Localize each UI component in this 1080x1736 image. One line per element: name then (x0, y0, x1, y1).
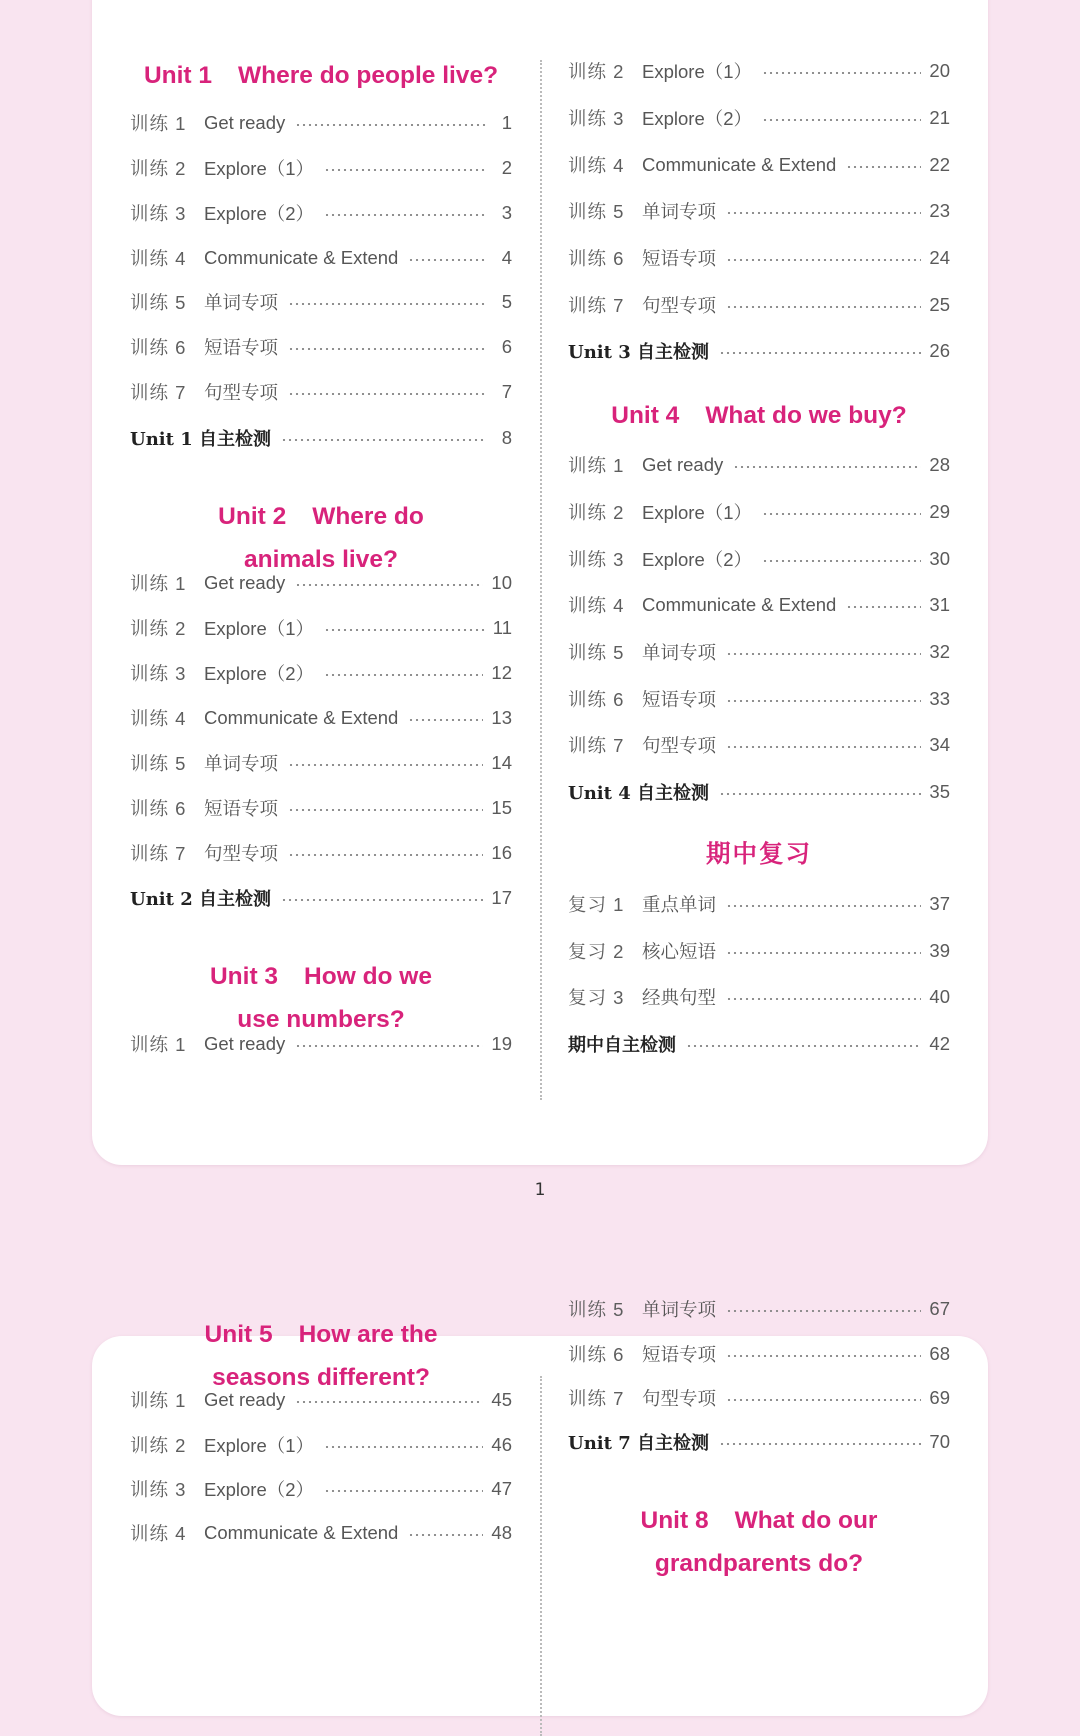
column-divider (540, 60, 542, 1100)
unit-heading-line-1 (144, 62, 498, 89)
page-number-ref: 8 (501, 427, 512, 448)
entry-title: 短语专项 (204, 337, 279, 358)
unit-number: Unit 2 (218, 503, 287, 530)
dot-leader (762, 560, 921, 562)
toc-entry[interactable] (130, 840, 512, 866)
unit-title: Where do people live? (238, 62, 499, 89)
dot-leader (726, 1399, 921, 1401)
page-number-ref: 69 (929, 1387, 950, 1408)
page-number-ref: 14 (491, 752, 512, 773)
dot-leader (288, 809, 483, 811)
entry-label: 训练 6 (568, 689, 625, 710)
page-number-ref: 12 (491, 662, 512, 683)
toc-entry[interactable] (130, 289, 512, 315)
entry-label: 训练 3 (130, 1479, 187, 1500)
dot-leader (288, 348, 486, 350)
section-heading (568, 833, 950, 876)
entry-title: 单词专项 (642, 201, 717, 222)
page-number-ref: 23 (929, 200, 950, 221)
entry-title: Explore（2） (642, 108, 753, 129)
entry-title: Explore（1） (642, 502, 753, 523)
entry-label: 训练 6 (568, 248, 625, 269)
toc-entry[interactable] (568, 1385, 950, 1411)
dot-leader (762, 513, 921, 515)
toc-entry[interactable] (130, 570, 512, 596)
page-number-ref: 46 (491, 1434, 512, 1455)
entry-label: 训练 3 (568, 108, 625, 129)
page-number-ref: 6 (501, 336, 512, 357)
entry-label: 训练 2 (130, 1435, 187, 1456)
unit-title-line-2: seasons different? (212, 1364, 430, 1391)
page-number-ref: 26 (929, 340, 950, 361)
unit-title: How do we (304, 963, 432, 990)
entry-title: 短语专项 (204, 798, 279, 819)
entry-label: 训练 7 (568, 1388, 625, 1409)
toc-entry[interactable] (568, 639, 950, 665)
page-number-ref: 22 (929, 154, 950, 175)
toc-right-column (568, 0, 950, 1165)
dot-leader (733, 466, 921, 468)
toc-entry[interactable] (130, 795, 512, 821)
page-number-ref: 19 (491, 1033, 512, 1054)
page-number-ref: 48 (491, 1522, 512, 1543)
entry-label: 训练 1 (130, 113, 187, 134)
entry-label: 训练 2 (130, 158, 187, 179)
test-entry[interactable] (568, 1429, 950, 1455)
dot-leader (288, 303, 486, 305)
page-number-ref: 24 (929, 247, 950, 268)
dot-leader (726, 952, 921, 954)
entry-title: 句型专项 (204, 843, 279, 864)
page-number-ref: 7 (501, 381, 512, 402)
unit-heading (130, 955, 512, 1041)
unit-title: What do our (734, 1507, 878, 1534)
dot-leader (295, 1045, 483, 1047)
toc-entry[interactable] (130, 155, 512, 181)
dot-leader (295, 1401, 483, 1403)
dot-leader (762, 119, 921, 121)
entry-title: Communicate & Extend (204, 1522, 399, 1543)
entry-title: 句型专项 (642, 1388, 717, 1409)
toc-entry[interactable] (568, 245, 950, 271)
toc-entry[interactable] (130, 334, 512, 360)
dot-leader (726, 746, 921, 748)
unit-title: Where do (312, 503, 424, 530)
dot-leader (762, 72, 921, 74)
entry-label: 训练 7 (130, 843, 187, 864)
test-entry[interactable] (568, 338, 950, 364)
toc-entry[interactable] (130, 1476, 512, 1502)
dot-leader (324, 214, 486, 216)
entry-title: Explore（1） (642, 61, 753, 82)
entry-title: Explore（2） (204, 1479, 315, 1500)
entry-label: 训练 3 (130, 663, 187, 684)
toc-entry[interactable] (130, 1031, 512, 1057)
entry-label: 训练 1 (130, 1034, 187, 1055)
entry-label: 训练 1 (130, 573, 187, 594)
entry-label: 训练 2 (568, 61, 625, 82)
test-entry[interactable] (568, 1031, 950, 1057)
dot-leader (719, 793, 921, 795)
dot-leader (726, 259, 921, 261)
page-number-ref: 1 (501, 112, 512, 133)
toc-entry[interactable] (130, 379, 512, 405)
entry-title: Get ready (642, 454, 724, 475)
dot-leader (324, 674, 483, 676)
entry-label: 复习 1 (568, 894, 625, 915)
page-number-ref: 13 (491, 707, 512, 728)
entry-title: 经典句型 (642, 987, 717, 1008)
dot-leader (324, 1490, 483, 1492)
toc-entry[interactable] (568, 984, 950, 1010)
toc-entry[interactable] (568, 152, 950, 178)
toc-entry[interactable] (568, 58, 950, 84)
entry-title: Get ready (204, 1389, 286, 1410)
page-number-ref: 25 (929, 294, 950, 315)
entry-title: Explore（1） (204, 1435, 315, 1456)
page-number-ref: 40 (929, 986, 950, 1007)
unit-heading (568, 394, 950, 437)
page-number-ref: 15 (491, 797, 512, 818)
toc-left-column (130, 1321, 512, 1716)
entry-label: 训练 7 (130, 382, 187, 403)
toc-right-column (568, 1298, 950, 1716)
dot-leader (686, 1045, 921, 1047)
page-number-ref: 4 (501, 247, 512, 268)
unit-number: Unit 4 (611, 402, 680, 429)
page-number-ref: 70 (929, 1431, 950, 1452)
dot-leader (726, 653, 921, 655)
entry-title: Unit 2 自主检测 (130, 889, 271, 910)
page-number-ref: 21 (929, 107, 950, 128)
page-number-ref: 28 (929, 454, 950, 475)
dot-leader (726, 212, 921, 214)
dot-leader (288, 764, 483, 766)
dot-leader (726, 306, 921, 308)
page-number-ref: 29 (929, 501, 950, 522)
unit-heading-line-1 (706, 841, 812, 868)
unit-heading (130, 495, 512, 581)
page-number-ref: 68 (929, 1343, 950, 1364)
entry-label: 训练 5 (130, 292, 187, 313)
toc-left-column (130, 0, 512, 1165)
entry-label: 训练 5 (568, 201, 625, 222)
unit-number: Unit 3 (209, 963, 279, 990)
entry-title: 单词专项 (204, 753, 279, 774)
unit-heading-line-1 (611, 402, 907, 429)
unit-title: How are the (298, 1321, 438, 1348)
toc-entry[interactable] (568, 546, 950, 572)
entry-title: Unit 7 自主检测 (568, 1433, 709, 1454)
entry-label: 训练 7 (568, 295, 625, 316)
test-entry[interactable] (568, 779, 950, 805)
dot-leader (846, 166, 921, 168)
entry-title: Get ready (204, 112, 286, 133)
dot-leader (408, 259, 486, 261)
dot-leader (288, 393, 486, 395)
entry-title: Unit 1 自主检测 (130, 429, 271, 450)
dot-leader (324, 169, 486, 171)
page-number-ref: 34 (929, 734, 950, 755)
page-number-ref: 45 (491, 1389, 512, 1410)
dot-leader (726, 1310, 921, 1312)
entry-label: 训练 5 (130, 753, 187, 774)
entry-title: 句型专项 (204, 382, 279, 403)
entry-title: 短语专项 (642, 689, 717, 710)
entry-title: Communicate & Extend (204, 707, 399, 728)
entry-label: 训练 3 (130, 203, 187, 224)
entry-title: Explore（2） (204, 203, 315, 224)
entry-title: 短语专项 (642, 248, 717, 269)
entry-label: 训练 2 (568, 502, 625, 523)
toc-entry[interactable] (130, 1520, 512, 1546)
page-number-ref: 10 (491, 572, 512, 593)
dot-leader (846, 606, 921, 608)
toc-entry[interactable] (568, 292, 950, 318)
unit-heading (130, 54, 512, 97)
page-number-ref: 42 (929, 1033, 950, 1054)
unit-heading-line-1 (568, 1499, 950, 1542)
entry-title: 单词专项 (642, 642, 717, 663)
toc-entry[interactable] (130, 660, 512, 686)
toc-entry[interactable] (130, 1432, 512, 1458)
entry-label: 训练 3 (568, 549, 625, 570)
entry-label: 训练 4 (568, 595, 625, 616)
entry-label: 训练 2 (130, 618, 187, 639)
entry-title: Communicate & Extend (642, 594, 837, 615)
dot-leader (281, 439, 486, 441)
entry-title: 期中自主检测 (568, 1035, 676, 1056)
entry-title: 单词专项 (204, 292, 279, 313)
entry-label: 训练 1 (130, 1390, 187, 1411)
page-number-ref: 2 (501, 157, 512, 178)
dot-leader (726, 905, 921, 907)
entry-label: 训练 4 (130, 1523, 187, 1544)
page-number-ref: 67 (929, 1298, 950, 1319)
page-number-ref: 3 (501, 202, 512, 223)
entry-title: 短语专项 (642, 1344, 717, 1365)
toc-entry[interactable] (130, 615, 512, 641)
toc-entry[interactable] (130, 705, 512, 731)
toc-entry[interactable] (568, 891, 950, 917)
toc-entry[interactable] (568, 686, 950, 712)
toc-entry[interactable] (568, 938, 950, 964)
page-number-ref: 30 (929, 548, 950, 569)
dot-leader (295, 124, 486, 126)
toc-entry[interactable] (130, 200, 512, 226)
page-number-ref: 16 (491, 842, 512, 863)
entry-label: 训练 1 (568, 455, 625, 476)
entry-label: 训练 4 (568, 155, 625, 176)
entry-title: 句型专项 (642, 295, 717, 316)
page-number-ref: 17 (491, 887, 512, 908)
dot-leader (726, 700, 921, 702)
toc-entry[interactable] (568, 1341, 950, 1367)
entry-title: Communicate & Extend (204, 247, 399, 268)
entry-title: Explore（2） (642, 549, 753, 570)
unit-number: Unit 8 (640, 1507, 709, 1534)
dot-leader (726, 1355, 921, 1357)
toc-entry[interactable] (130, 110, 512, 136)
dot-leader (288, 854, 483, 856)
dot-leader (408, 1534, 483, 1536)
page-number-ref: 47 (491, 1478, 512, 1499)
unit-heading-line-1 (130, 955, 512, 998)
entry-label: 训练 6 (568, 1344, 625, 1365)
page-number: 1 (534, 1180, 546, 1200)
entry-title: Unit 3 自主检测 (568, 342, 709, 363)
column-divider (540, 1376, 542, 1736)
dot-leader (719, 352, 921, 354)
page-number-ref: 37 (929, 893, 950, 914)
unit-number: Unit 1 (143, 62, 213, 89)
page-number-ref: 31 (929, 594, 950, 615)
entry-title: 核心短语 (642, 941, 717, 962)
entry-title: Explore（2） (204, 663, 315, 684)
toc-entry[interactable] (568, 452, 950, 478)
entry-title: Explore（1） (204, 158, 315, 179)
toc-entry[interactable] (568, 499, 950, 525)
entry-label: 训练 5 (568, 642, 625, 663)
toc-entry[interactable] (130, 1387, 512, 1413)
dot-leader (281, 899, 483, 901)
entry-label: 训练 6 (130, 337, 187, 358)
entry-title: Unit 4 自主检测 (568, 783, 709, 804)
test-entry[interactable] (130, 885, 512, 911)
toc-entry[interactable] (130, 245, 512, 271)
page-number-ref: 20 (929, 60, 950, 81)
unit-number: Unit 5 (204, 1321, 273, 1348)
dot-leader (408, 719, 483, 721)
unit-heading (568, 1499, 950, 1585)
page-number-ref: 39 (929, 940, 950, 961)
entry-title: 句型专项 (642, 735, 717, 756)
page-number-ref: 11 (492, 617, 512, 638)
dot-leader (324, 1446, 483, 1448)
entry-label: 训练 5 (568, 1299, 625, 1320)
page-number-ref: 33 (929, 688, 950, 709)
unit-heading-line-1 (130, 1313, 512, 1356)
dot-leader (726, 998, 921, 1000)
toc-entry[interactable] (568, 198, 950, 224)
page-number-ref: 32 (929, 641, 950, 662)
unit-title-line-2: use numbers? (237, 1006, 405, 1033)
entry-title: Explore（1） (204, 618, 315, 639)
test-entry[interactable] (130, 425, 512, 451)
unit-title-line-2: animals live? (244, 546, 398, 573)
entry-label: 训练 7 (568, 735, 625, 756)
entry-title: 重点单词 (642, 894, 717, 915)
dot-leader (719, 1443, 921, 1445)
dot-leader (324, 629, 485, 631)
entry-label: 复习 2 (568, 941, 625, 962)
entry-label: 训练 6 (130, 798, 187, 819)
unit-title-line-2: grandparents do? (654, 1550, 864, 1577)
toc-card-2 (92, 1298, 988, 1716)
toc-entry[interactable] (568, 1296, 950, 1322)
page-number-ref: 35 (929, 781, 950, 802)
entry-title: 单词专项 (642, 1299, 717, 1320)
toc-entry[interactable] (568, 592, 950, 618)
unit-heading-line-1 (130, 495, 512, 538)
entry-title: Communicate & Extend (642, 154, 837, 175)
toc-entry[interactable] (568, 105, 950, 131)
toc-card-1 (92, 0, 988, 1165)
unit-title: What do we buy? (705, 402, 907, 429)
unit-title: 期中复习 (706, 841, 812, 868)
entry-title: Get ready (204, 572, 286, 593)
toc-entry[interactable] (568, 732, 950, 758)
page-number-ref: 5 (501, 291, 512, 312)
toc-entry[interactable] (130, 750, 512, 776)
entry-label: 训练 4 (130, 248, 187, 269)
entry-label: 训练 4 (130, 708, 187, 729)
entry-title: Get ready (204, 1033, 286, 1054)
entry-label: 复习 3 (568, 987, 625, 1008)
dot-leader (295, 584, 483, 586)
